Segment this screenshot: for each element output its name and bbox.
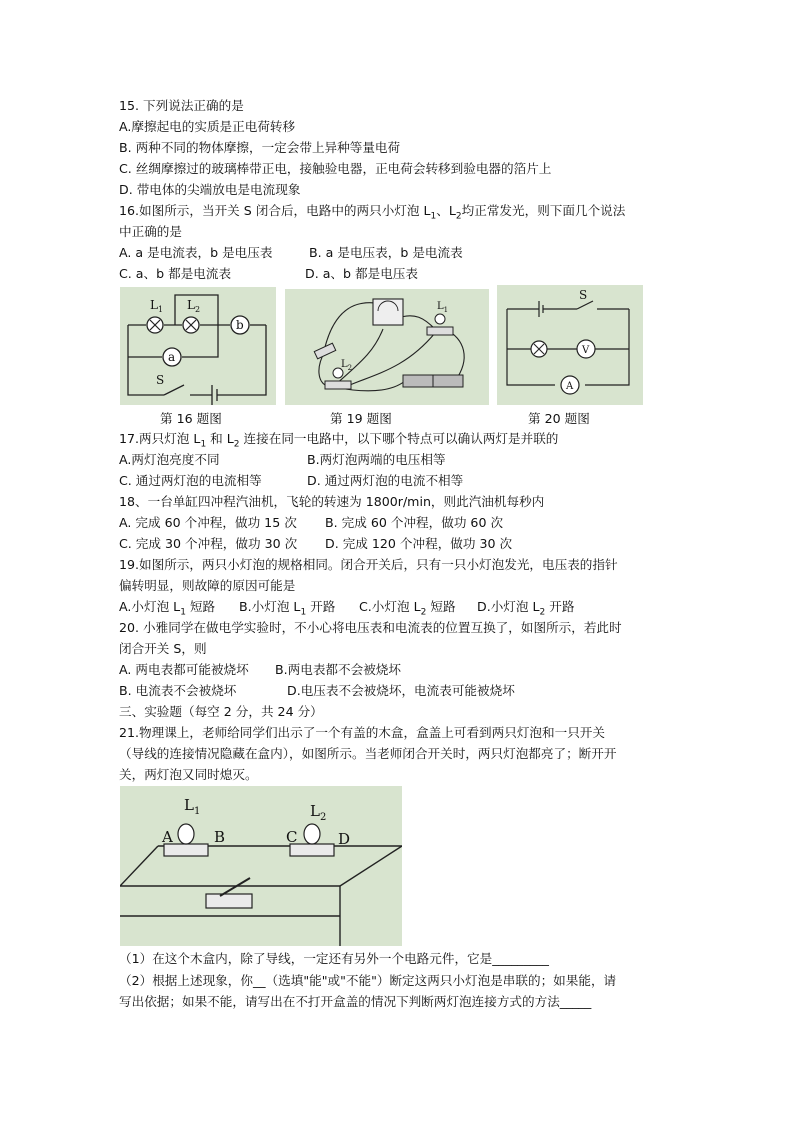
q15-option-a: A.摩擦起电的实质是正电荷转移	[119, 119, 296, 134]
q17-options-row2	[119, 472, 463, 490]
q17-stem: 17.两只灯泡 $L_1$ 和 $L_2$ 连接在同一电路中，以下哪个特点可以确认两灯是并联的	[119, 431, 559, 450]
q18-stem: 18、一台单缸四冲程汽油机，飞轮的转速为 1800r/min，则此汽油机每秒内	[119, 494, 545, 509]
voltmeter-icon	[373, 299, 403, 325]
q19-option-b: B.小灯泡 $L_1$ 开路	[239, 599, 336, 618]
q18-option-b: B. 完成 60 个冲程，做功 60 次	[325, 515, 504, 530]
figure-21-wooden-box	[120, 786, 402, 946]
svg-text:C: C	[286, 828, 298, 846]
q20-option-c: B. 电流表不会被烧坏	[119, 683, 237, 698]
figure-19-svg	[285, 289, 489, 405]
svg-text:S: S	[156, 373, 165, 387]
figure-20-caption: 第 20 题图	[528, 411, 590, 426]
q16-stem-line1: 16.如图所示，当开关 S 闭合后，电路中的两只小灯泡 $L_1$、$L_2$均正常发光，则下面几个说法	[119, 203, 626, 222]
q18-option-c: C. 完成 30 个冲程，做功 30 次	[119, 536, 298, 551]
q21-stem-line3: 关，两灯泡又同时熄灭。	[119, 767, 258, 782]
svg-text:a: a	[168, 350, 176, 364]
q19-stem-line2: 偏转明显，则故障的原因可能是	[119, 578, 296, 593]
svg-text:B: B	[214, 828, 226, 846]
q18-option-a: A. 完成 60 个冲程，做功 15 次	[119, 515, 297, 530]
svg-text:L2: $L_2$	[341, 359, 353, 372]
figure-19-caption: 第 19 题图	[330, 411, 392, 426]
q16-options-row1	[119, 244, 463, 262]
svg-text:A: A	[566, 381, 574, 392]
figure-20-svg	[497, 285, 643, 405]
q20-stem-line2: 闭合开关 S，则	[119, 641, 207, 656]
q19-options	[119, 598, 574, 616]
q16-option-b: B. a 是电压表，b 是电流表	[309, 245, 463, 260]
q16-option-d: D. a、b 都是电压表	[305, 266, 418, 281]
q16-options-row2	[119, 265, 418, 283]
q20-option-d: D.电压表不会被烧坏，电流表可能被烧坏	[287, 683, 515, 698]
svg-text:S: S	[579, 288, 588, 302]
svg-text:L1: $L_1$	[437, 301, 449, 314]
q15-stem: 15. 下列说法正确的是	[119, 98, 244, 113]
figure-21-svg	[120, 786, 402, 946]
q17-option-b: B.两灯泡两端的电压相等	[307, 452, 446, 467]
bulb-l1-icon	[435, 314, 445, 324]
section-3-heading: 三、实验题（每空 2 分，共 24 分）	[119, 704, 323, 719]
q21-stem-line2: （导线的连接情况隐藏在盒内），如图所示。当老师闭合开关时，两只灯泡都亮了；断开开	[119, 746, 617, 761]
svg-text:L1: $L_1$	[150, 298, 164, 314]
q18-option-d: D. 完成 120 个冲程，做功 30 次	[325, 536, 513, 551]
q19-option-c: C.小灯泡 $L_2$ 短路	[359, 599, 456, 618]
q18-options-row2	[119, 535, 512, 553]
figure-16-svg	[120, 287, 276, 405]
figure-19-circuit	[285, 289, 489, 405]
q21-part2-line1: （2）根据上述现象，你__（选填"能"或"不能"）断定这两只小灯泡是串联的；如果能，请	[119, 973, 617, 988]
q15-option-d: D. 带电体的尖端放电是电流现象	[119, 182, 301, 197]
q16-option-c: C. a、b 都是电流表	[119, 266, 232, 281]
lamp-holder-l2-icon	[325, 381, 351, 389]
q17-option-c: C. 通过两灯泡的电流相等	[119, 473, 262, 488]
q15-option-c: C. 丝绸摩擦过的玻璃棒带正电，接触验电器，正电荷会转移到验电器的箔片上	[119, 161, 552, 176]
svg-text:L2: $L_2$	[187, 298, 201, 314]
q18-options-row1	[119, 514, 503, 532]
svg-text:A: A	[162, 828, 173, 846]
q17-options-row1	[119, 451, 446, 469]
switch-base-icon	[206, 894, 252, 908]
q16-option-a: A. a 是电流表，b 是电压表	[119, 245, 273, 260]
bulb-l2-icon	[304, 824, 320, 844]
q21-part2-line2: 写出依据；如果不能，请写出在不打开盒盖的情况下判断两灯泡连接方式的方法_____	[119, 994, 592, 1009]
bulb-l1-icon	[178, 824, 194, 844]
svg-text:L2: $L_2$	[310, 802, 327, 823]
q19-option-d: D.小灯泡 $L_2$ 开路	[477, 599, 575, 618]
q21-stem-line1: 21.物理课上，老师给同学们出示了一个有盖的木盒，盒盖上可看到两只灯泡和一只开关	[119, 725, 605, 740]
q15-option-b: B. 两种不同的物体摩擦，一定会带上异种等量电荷	[119, 140, 401, 155]
q20-option-a: A. 两电表都可能被烧坏	[119, 662, 249, 677]
figure-20-circuit	[497, 285, 643, 405]
q20-stem-line1: 20. 小雅同学在做电学实验时，不小心将电压表和电流表的位置互换了，如图所示，若此时	[119, 620, 622, 635]
switch-lever-icon	[220, 878, 250, 896]
lamp-holder-l1-icon	[427, 327, 453, 335]
q20-option-b: B.两电表都不会被烧坏	[275, 662, 401, 677]
q20-options-row1	[119, 661, 401, 679]
q19-option-a: A.小灯泡 $L_1$ 短路	[119, 599, 216, 618]
svg-text:V: V	[582, 345, 590, 356]
q20-options-row2	[119, 682, 515, 700]
figure-16-circuit	[120, 287, 276, 405]
q21-part1: （1）在这个木盒内，除了导线，一定还有另外一个电路元件，它是_________	[119, 951, 549, 966]
svg-text:L1: $L_1$	[184, 796, 201, 817]
figure-16-caption: 第 16 题图	[160, 411, 222, 426]
q17-option-d: D. 通过两灯泡的电流不相等	[307, 473, 464, 488]
svg-text:b: b	[236, 318, 244, 332]
q19-stem-line1: 19.如图所示，两只小灯泡的规格相同。闭合开关后，只有一只小灯泡发光，电压表的指针	[119, 557, 618, 572]
svg-text:D: D	[338, 830, 351, 848]
q17-option-a: A.两灯泡亮度不同	[119, 452, 220, 467]
q16-stem-line2: 中正确的是	[119, 224, 182, 239]
